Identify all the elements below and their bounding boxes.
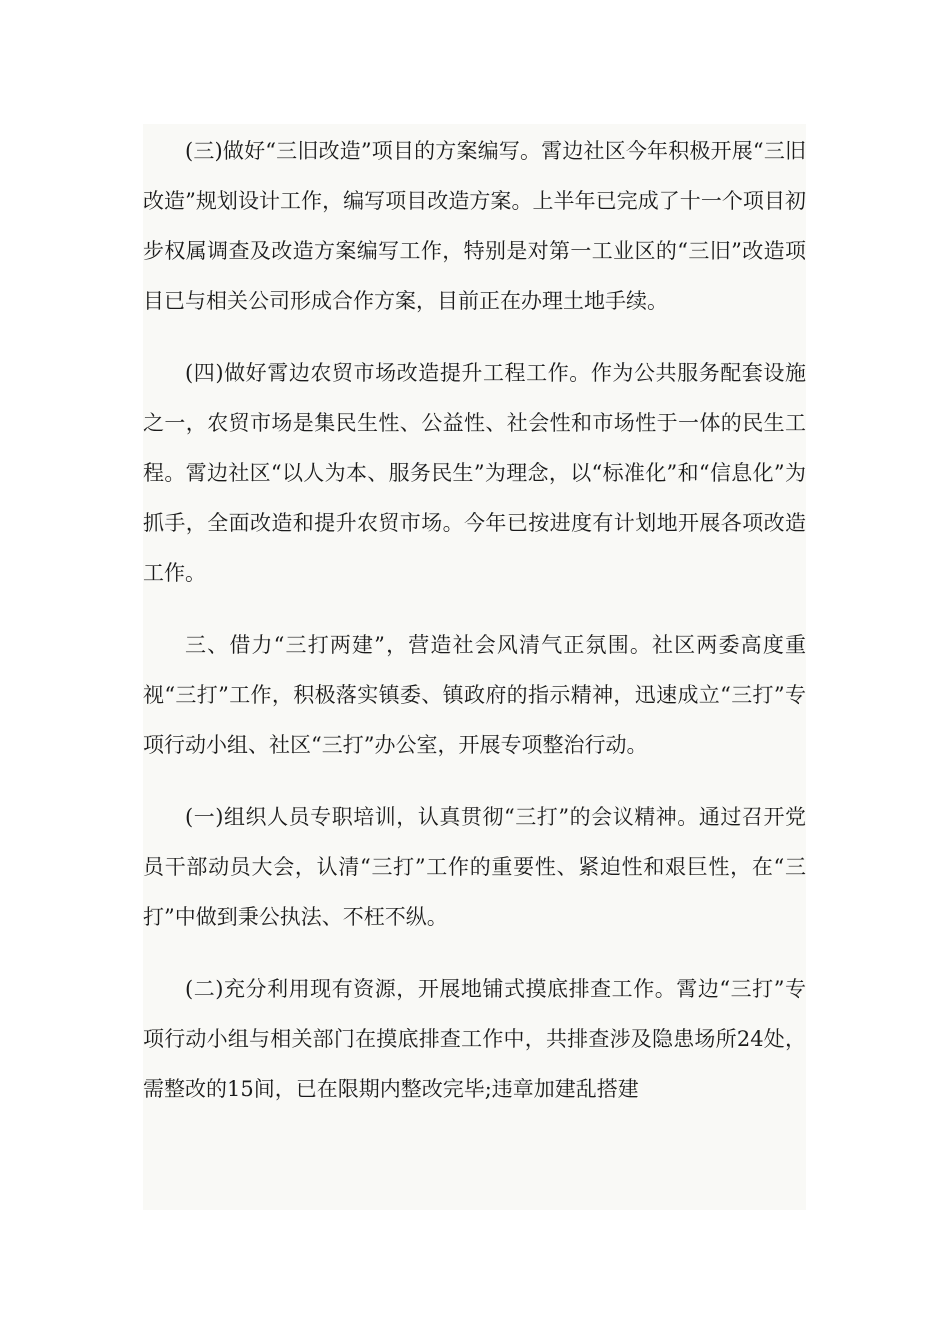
paragraph-market-upgrade: (四)做好霄边农贸市场改造提升工程工作。作为公共服务配套设施之一，农贸市场是集民生性、公益性、社会性和市场性于一体的民生工程。霄边社区“以人为本、服务民生”为理念，以“标准化”和“信息化”为抓手，全面改造和提升农贸市场。今年已按进度有计划地开展各项改造工作。: [143, 361, 806, 585]
paragraph-three-strikes: 三、借力“三打两建”，营造社会风清气正氛围。社区两委高度重视“三打”工作，积极落实镇委、镇政府的指示精神，迅速成立“三打”专项行动小组、社区“三打”办公室，开展专项整治行动。: [143, 633, 806, 757]
paragraph-training: (一)组织人员专职培训，认真贯彻“三打”的会议精神。通过召开党员干部动员大会，认清“三打”工作的重要性、紧迫性和艰巨性，在“三打”中做到秉公执法、不枉不纵。: [143, 805, 806, 929]
paragraph-old-renovation-plan: (三)做好“三旧改造”项目的方案编写。霄边社区今年积极开展“三旧改造”规划设计工作，编写项目改造方案。上半年已完成了十一个项目初步权属调查及改造方案编写工作，特别是对第一工业区的“三旧”改造项目已与相关公司形成合作方案，目前正在办理土地手续。: [143, 139, 806, 313]
paragraph-inspection: (二)充分利用现有资源，开展地铺式摸底排查工作。霄边“三打”专项行动小组与相关部门在摸底排查工作中，共排查涉及隐患场所24处，需整改的15间，已在限期内整改完毕;违章加建乱搭建: [143, 977, 806, 1101]
document-body: [143, 124, 806, 1210]
